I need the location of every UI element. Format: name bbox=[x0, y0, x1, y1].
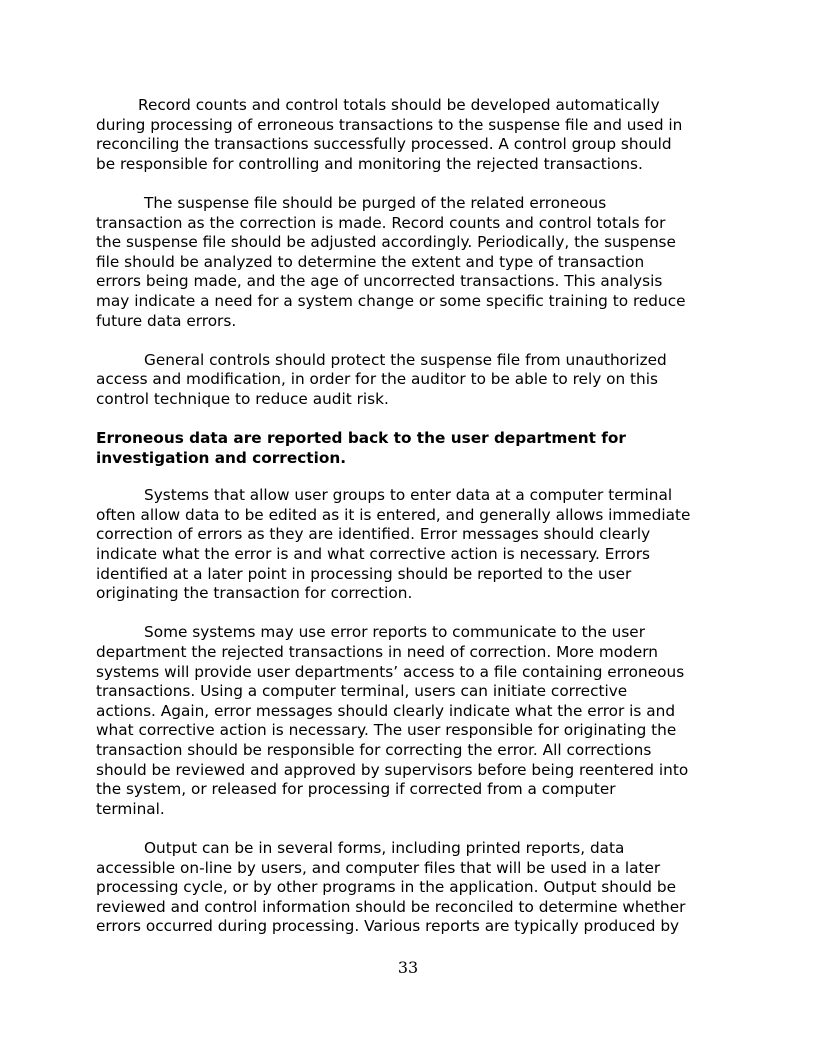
paragraph-line: errors occurred during processing. Various reports are typically produced by bbox=[96, 917, 680, 936]
paragraph-line: should be reviewed and approved by supervisors before being reentered into bbox=[96, 760, 689, 779]
section-heading bbox=[96, 429, 720, 468]
paragraph-line: reviewed and control information should be reconciled to determine whether bbox=[96, 897, 686, 916]
paragraph-line: be responsible for controlling and monitoring the rejected transactions. bbox=[96, 154, 643, 173]
paragraph-line: Output can be in several forms, including printed reports, data bbox=[144, 838, 625, 857]
paragraph-line: Record counts and control totals should be developed automatically bbox=[138, 96, 660, 114]
paragraph-line: Some systems may use error reports to communicate to the user bbox=[144, 623, 645, 642]
paragraph-line: correction of errors as they are identified. Error messages should clearly bbox=[96, 525, 651, 544]
paragraph-line: processing cycle, or by other programs in the application. Output should be bbox=[96, 878, 676, 897]
paragraph-line: the system, or released for processing if corrected from a computer bbox=[96, 780, 616, 799]
paragraph-line: originating the transaction for correction. bbox=[96, 584, 413, 603]
paragraph-line: file should be analyzed to determine the extent and type of transaction bbox=[96, 252, 645, 271]
paragraph-line: errors being made, and the age of uncorrected transactions. This analysis bbox=[96, 272, 663, 291]
paragraph-line: often allow data to be edited as it is entered, and generally allows immediate bbox=[96, 505, 691, 524]
paragraph-line: may indicate a need for a system change or some specific training to reduce bbox=[96, 291, 686, 310]
paragraph-line: the suspense file should be adjusted accordingly. Periodically, the suspense bbox=[96, 233, 676, 252]
paragraph-line: General controls should protect the suspense file from unauthorized bbox=[144, 350, 667, 369]
paragraph-line: actions. Again, error messages should clearly indicate what the error is and bbox=[96, 701, 676, 720]
paragraph-line: future data errors. bbox=[96, 311, 237, 330]
heading-line: Erroneous data are reported back to the user department for bbox=[96, 429, 626, 448]
paragraph-line: identified at a later point in processing should be reported to the user bbox=[96, 564, 632, 583]
page-number: 33 bbox=[397, 958, 419, 977]
paragraph-line: indicate what the error is and what corrective action is necessary. Errors bbox=[96, 545, 650, 564]
paragraph-line: accessible on-line by users, and computer files that will be used in a later bbox=[96, 858, 661, 877]
paragraph-line: reconciling the transactions successfully processed. A control group should bbox=[96, 135, 672, 154]
paragraph-line: transaction as the correction is made. Record counts and control totals for bbox=[96, 213, 666, 232]
paragraph-systems-user-groups bbox=[96, 486, 720, 604]
paragraph-line: control technique to reduce audit risk. bbox=[96, 389, 389, 408]
paragraph-error-reports bbox=[96, 623, 720, 819]
heading-line: investigation and correction. bbox=[96, 448, 347, 467]
paragraph-line: transaction should be responsible for correcting the error. All corrections bbox=[96, 741, 652, 759]
paragraph-line: what corrective action is necessary. The user responsible for originating the bbox=[96, 721, 677, 740]
paragraph-line: Systems that allow user groups to enter data at a computer terminal bbox=[144, 486, 673, 505]
paragraph-line: terminal. bbox=[96, 799, 165, 818]
paragraph-record-counts bbox=[96, 96, 720, 174]
paragraph-suspense-file bbox=[96, 194, 720, 331]
paragraph-line: access and modification, in order for the auditor to be able to rely on this bbox=[96, 370, 658, 389]
document-body bbox=[96, 96, 720, 937]
paragraph-line: systems will provide user departments’ access to a file containing erroneous bbox=[96, 662, 685, 681]
paragraph-line: during processing of erroneous transactions to the suspense file and used in bbox=[96, 115, 683, 134]
paragraph-line: The suspense file should be purged of the related erroneous bbox=[144, 193, 607, 212]
paragraph-output-forms bbox=[96, 839, 720, 937]
paragraph-general-controls bbox=[96, 351, 720, 410]
paragraph-line: department the rejected transactions in need of correction. More modern bbox=[96, 643, 658, 662]
paragraph-line: transactions. Using a computer terminal, users can initiate corrective bbox=[96, 682, 628, 701]
